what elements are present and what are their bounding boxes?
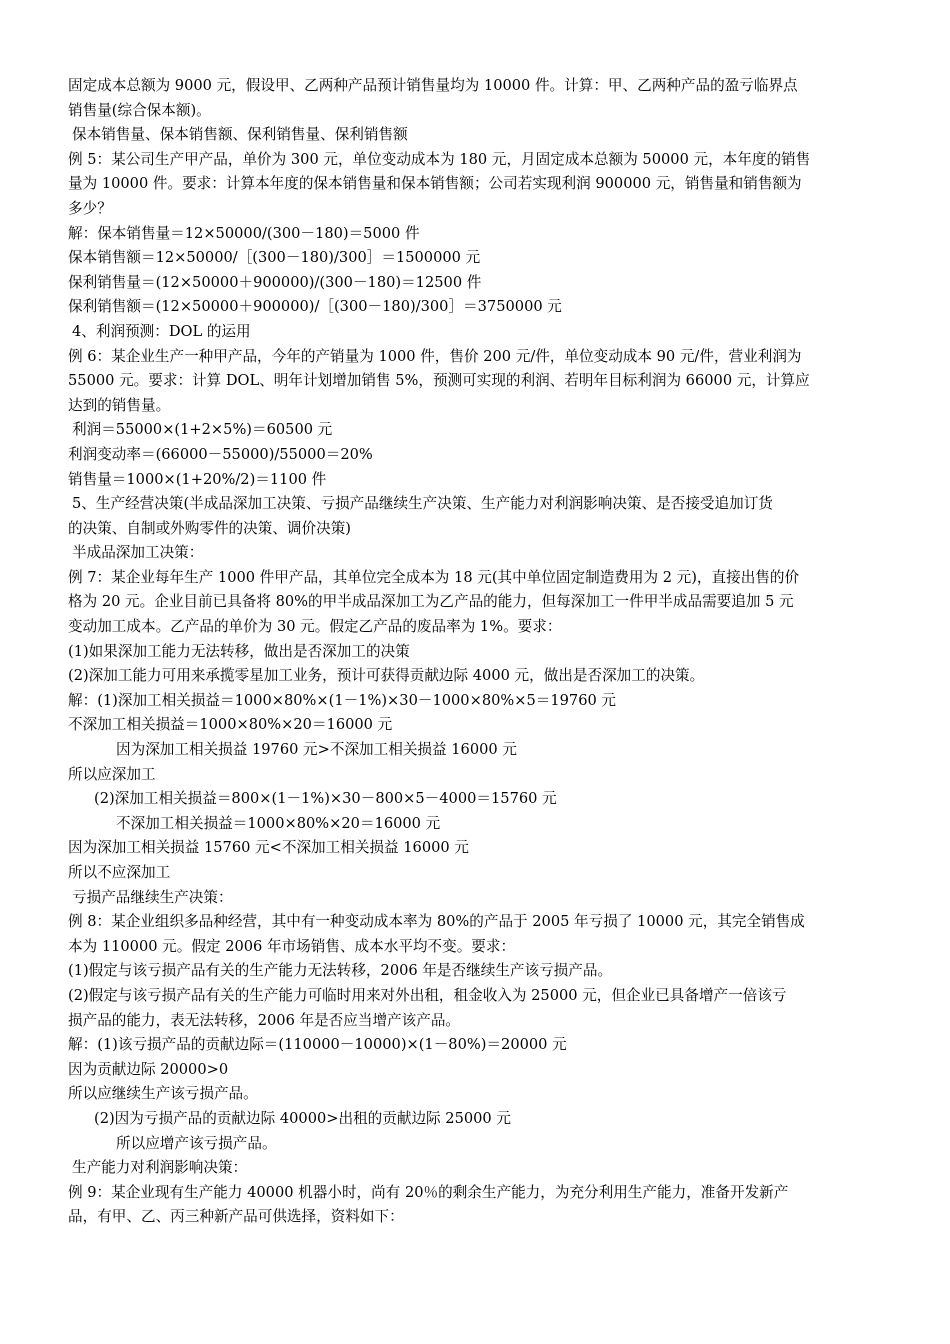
text-line: 所以应深加工 (68, 765, 156, 783)
text-line: 达到的销售量。 (68, 396, 171, 414)
text-line: 例 9：某企业现有生产能力 40000 机器小时，尚有 20％的剩余生产能力，为充分利用生产能力，准备开发新产 (68, 1183, 789, 1201)
text-line: 例 6：某企业生产一种甲产品，今年的产销量为 1000 件，售价 200 元/件，单位变动成本 90 元/件，营业利润为 (68, 347, 802, 365)
text-line: 销售量＝1000×(1+20%/2)＝1100 件 (68, 470, 327, 488)
text-line: 保利销售量＝(12×50000＋900000)/(300－180)＝12500 件 (68, 273, 482, 291)
text-line: 不深加工相关损益＝1000×80%×20＝16000 元 (116, 814, 441, 832)
text-line: 多少？ (68, 199, 112, 217)
document-body (68, 74, 884, 1230)
text-line: (1)如果深加工能力无法转移，做出是否深加工的决策 (68, 642, 410, 660)
text-line: 因为深加工相关损益 15760 元<不深加工相关损益 16000 元 (68, 839, 469, 857)
text-line: 解：保本销售量＝12×50000/(300－180)＝5000 件 (68, 224, 420, 242)
text-line: 销售量(综合保本额)。 (68, 101, 211, 119)
text-line: 本为 110000 元。假定 2006 年市场销售、成本水平均不变。要求： (68, 937, 516, 955)
text-line: 格为 20 元。企业目前已具备将 80%的甲半成品深加工为乙产品的能力，但每深加工一件甲半成品需要追加 5 元 (68, 593, 794, 611)
text-line: 品，有甲、乙、丙三种新产品可供选择，资料如下： (68, 1208, 404, 1226)
text-line: 利润变动率＝(66000－55000)/55000＝20% (68, 445, 373, 463)
text-line: 解：(1)深加工相关损益＝1000×80%×(1－1%)×30－1000×80%×5＝19760 元 (68, 691, 617, 709)
text-line: 利润＝55000×(1+2×5%)＝60500 元 (72, 421, 333, 439)
text-line: 保本销售额＝12×50000/［(300－180)/300］＝1500000 元 (68, 249, 481, 267)
text-line: 解：(1)该亏损产品的贡献边际＝(110000－10000)×(1－80%)＝20000 元 (68, 1036, 567, 1054)
text-line: 固定成本总额为 9000 元，假设甲、乙两种产品预计销售量均为 10000 件。计算：甲、乙两种产品的盈亏临界点 (68, 77, 798, 94)
text-line: 所以不应深加工 (68, 864, 171, 881)
text-line: (1)假定与该亏损产品有关的生产能力无法转移，2006 年是否继续生产该亏损产品。 (68, 962, 613, 980)
section-heading: 亏损产品继续生产决策： (72, 888, 233, 906)
text-line: 例 8：某企业组织多品种经营，其中有一种变动成本率为 80%的产品于 2005 年亏损了 10000 元，其完全销售成 (68, 913, 805, 931)
text-line: 损产品的能力，表无法转移，2006 年是否应当增产该产品。 (68, 1011, 461, 1029)
text-line: (2)深加工能力可用来承揽零星加工业务，预计可获得贡献边际 4000 元，做出是否深加工的决策。 (68, 667, 705, 685)
section-heading: 保本销售量、保本销售额、保利销售量、保利销售额 (72, 126, 408, 144)
section-heading: 生产能力对利润影响决策： (72, 1159, 248, 1177)
text-line: 变动加工成本。乙产品的单价为 30 元。假定乙产品的废品率为 1%。要求： (68, 618, 562, 636)
text-line: 不深加工相关损益＝1000×80%×20＝16000 元 (68, 716, 393, 734)
section-heading: 5、生产经营决策(半成品深加工决策、亏损产品继续生产决策、生产能力对利润影响决策、是否接受追加订货 (72, 495, 773, 513)
text-line: 所以应增产该亏损产品。 (116, 1134, 277, 1152)
text-line: 的决策、自制或外购零件的决策、调价决策) (68, 519, 351, 537)
text-line: 量为 10000 件。要求：计算本年度的保本销售量和保本销售额；公司若实现利润 900000 元，销售量和销售额为 (68, 175, 802, 193)
text-line: 保利销售额＝(12×50000＋900000)/［(300－180)/300］＝3750000 元 (68, 298, 562, 316)
text-line: (2)假定与该亏损产品有关的生产能力可临时用来对外出租，租金收入为 25000 元，但企业已具备增产一倍该亏 (68, 986, 787, 1004)
section-heading: 半成品深加工决策： (72, 544, 204, 562)
section-heading: 4、利润预测：DOL 的运用 (72, 322, 251, 340)
text-line: (2)深加工相关损益＝800×(1－1%)×30－800×5－4000＝15760 元 (94, 790, 557, 808)
text-line: 55000 元。要求：计算 DOL、明年计划增加销售 5%，预测可实现的利润、若明年目标利润为 66000 元，计算应 (68, 372, 810, 390)
text-line: 例 7：某企业每年生产 1000 件甲产品，其单位完全成本为 18 元(其中单位固定制造费用为 2 元)，直接出售的价 (68, 568, 800, 586)
text-line: 例 5：某公司生产甲产品，单价为 300 元，单位变动成本为 180 元，月固定成本总额为 50000 元，本年度的销售 (68, 150, 811, 168)
text-line: 因为贡献边际 20000>0 (68, 1060, 229, 1078)
text-line: (2)因为亏损产品的贡献边际 40000>出租的贡献边际 25000 元 (94, 1109, 511, 1127)
text-line: 所以应继续生产该亏损产品。 (68, 1085, 258, 1103)
text-line: 因为深加工相关损益 19760 元>不深加工相关损益 16000 元 (116, 741, 517, 759)
